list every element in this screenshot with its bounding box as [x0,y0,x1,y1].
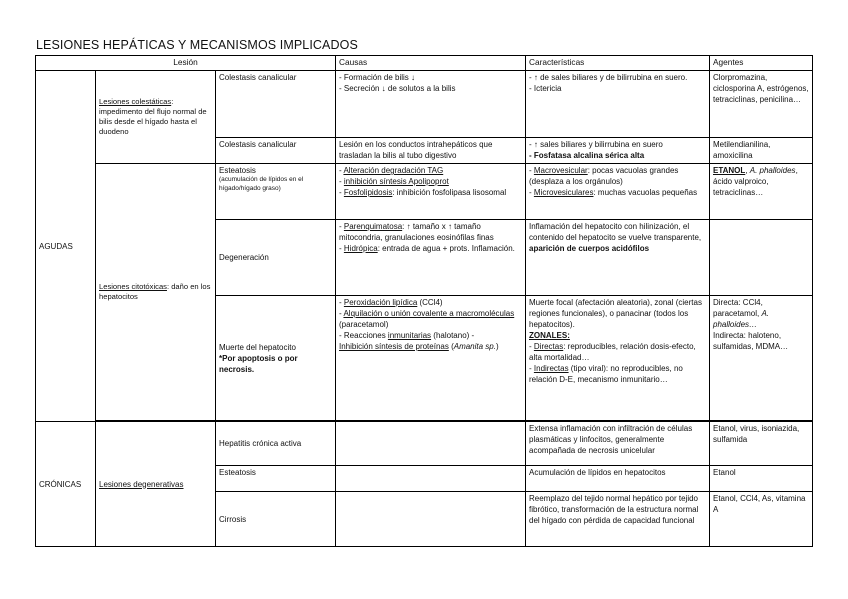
caracteristicas-cell: Inflamación del hepatocito con hilinización, el contenido del hepatocito se vuelve transparente, aparición de cuerpos acidófilos [526,220,710,296]
category-degenerativas: Lesiones degenerativas [96,422,216,547]
causas-cell [336,466,526,492]
causas-cell: - Parenquimatosa: ↑ tamaño x ↑ tamaño mitocondria, granulaciones eosinófilas finas - Hidrópica: entrada de agua + prots. Inflamación. [336,220,526,296]
causas-cell: - Peroxidación lipídica (CCl4) - Alquilación o unión covalente a macromoléculas (paracetamol) - Reacciones inmunitarias (halotano) - Inhibición síntesis de proteínas (Amanita sp.) [336,296,526,421]
table-row [36,164,813,220]
causas-cell [336,422,526,466]
table-row [36,422,813,466]
lesion-type: Colestasis canalicular [216,138,336,164]
header-causas: Causas [336,56,526,71]
caracteristicas-cell: - ↑ sales biliares y bilirrubina en suero - Fosfatasa alcalina sérica alta [526,138,710,164]
group-agudas: AGUDAS [36,71,96,422]
header-row [36,56,813,71]
lesion-type: Hepatitis crónica activa [216,422,336,466]
agentes-cell: Etanol, CCl4, As, vitamina A [710,492,813,547]
lesion-type: Degeneración [216,220,336,296]
header-caracteristicas: Características [526,56,710,71]
agentes-cell: Etanol [710,466,813,492]
agentes-cell: ETANOL, A. phalloides, ácido valproico, tetraciclinas… [710,164,813,220]
lesion-type: Colestasis canalicular [216,71,336,138]
causas-cell: Lesión en los conductos intrahepáticos que trasladan la bilis al tubo digestivo [336,138,526,164]
agentes-cell [710,220,813,296]
agentes-cell: Directa: CCl4, paracetamol, A. phalloides… Indirecta: haloteno, sulfamidas, MDMA… [710,296,813,421]
lesions-table [35,55,813,547]
agentes-cell: Etanol, virus, isoniazida, sulfamida [710,422,813,466]
caracteristicas-cell: Reemplazo del tejido normal hepático por tejido fibrótico, transformación de la estructura normal del hígado con pérdida de capacidad funcional [526,492,710,547]
caracteristicas-cell: Muerte focal (afectación aleatoria), zonal (ciertas regiones funcionales), o panacinar (todos los hepatocitos). ZONALES: - Directas: reproducibles, relación dosis-efecto, alta mortalidad… - Indirectas (tipo viral): no reproducibles, no relación D-E, mecanismo inmunitario… [526,296,710,421]
lesion-type: Esteatosis [216,466,336,492]
category-citotoxicas: Lesiones citotóxicas: daño en los hepatocitos [96,164,216,421]
caracteristicas-cell: - ↑ de sales biliares y de bilirrubina en suero. - Ictericia [526,71,710,138]
agentes-cell: Metilendianilina, amoxicilina [710,138,813,164]
lesion-type: Cirrosis [216,492,336,547]
caracteristicas-cell: - Macrovesicular: pocas vacuolas grandes (desplaza a los orgánulos) - Microvesiculares: muchas vacuolas pequeñas [526,164,710,220]
causas-cell [336,492,526,547]
header-agentes: Agentes [710,56,813,71]
lesion-type: Esteatosis (acumulación de lípidos en el hígado/hígado graso) [216,164,336,220]
header-lesion: Lesión [36,56,336,71]
group-cronicas: CRÓNICAS [36,422,96,547]
caracteristicas-cell: Acumulación de lípidos en hepatocitos [526,466,710,492]
category-colestaticas: Lesiones colestáticas: impedimento del flujo normal de bilis desde el hígado hasta el duodeno [96,71,216,164]
agentes-cell: Clorpromazina, ciclosporina A, estrógenos, tetraciclinas, penicilina… [710,71,813,138]
page-title: LESIONES HEPÁTICAS Y MECANISMOS IMPLICADOS [36,38,358,52]
causas-cell: - Alteración degradación TAG - inhibición síntesis Apolipoprot - Fosfolipidosis: inhibición fosfolipasa lisosomal [336,164,526,220]
lesion-type: Muerte del hepatocito *Por apoptosis o por necrosis. [216,296,336,421]
caracteristicas-cell: Extensa inflamación con infiltración de células plasmáticas y linfocitos, generalmente acompañada de necrosis unicelular [526,422,710,466]
causas-cell: - Formación de bilis ↓ - Secreción ↓ de solutos a la bilis [336,71,526,138]
table-row [36,71,813,138]
